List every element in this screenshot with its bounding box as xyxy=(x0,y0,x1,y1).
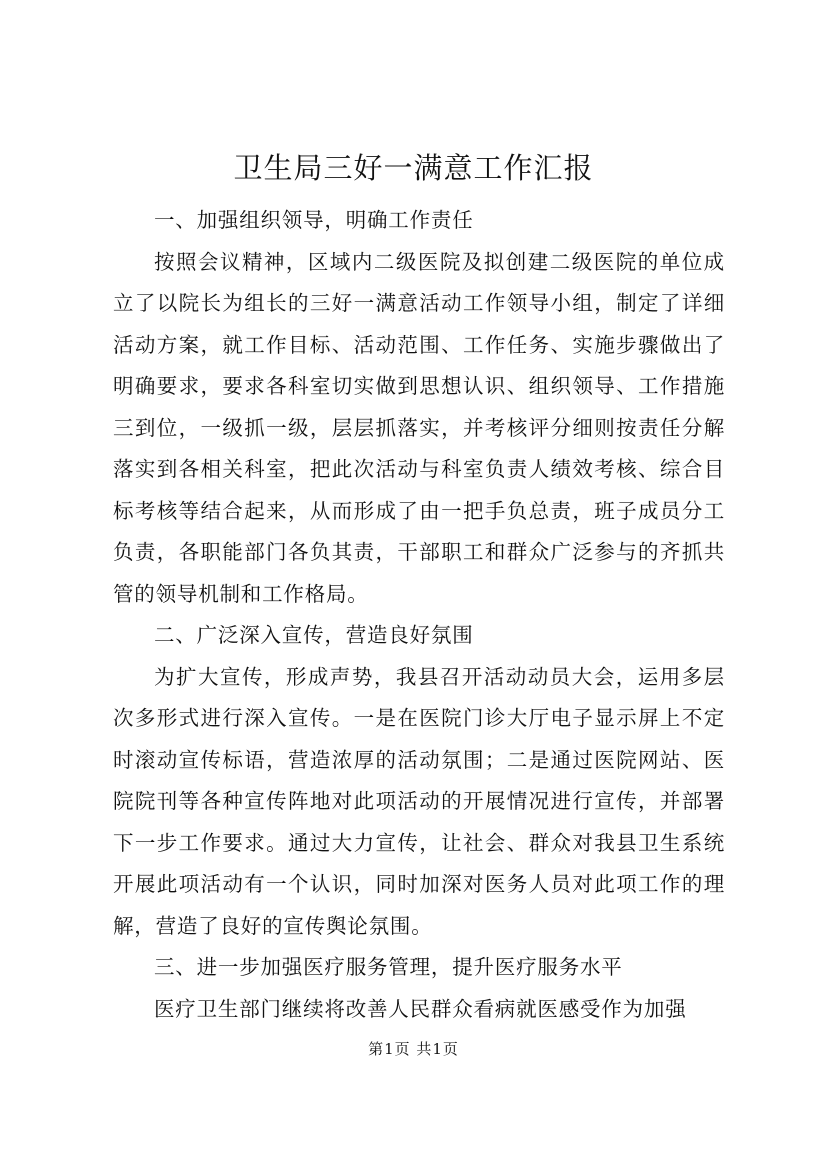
document-title: 卫生局三好一满意工作汇报 xyxy=(233,151,594,185)
section-paragraph-2: 为扩大宣传，形成声势，我县召开活动动员大会，运用多层次多形式进行深入宣传。一是在医院门诊大厅电子显示屏上不定时滚动宣传标语，营造浓厚的活动氛围；二是通过医院网站、医院院刊等各种宣传阵地对此项活动的开展情况进行宣传，并部署下一步工作要求。通过大力宣传，让社会、群众对我县卫生系统开展此项活动有一个认识，同时加深对医务人员对此项工作的理解，营造了良好的宣传舆论氛围。 xyxy=(113,664,725,938)
section-paragraph-1: 按照会议精神，区域内二级医院及拟创建二级医院的单位成立了以院长为组长的三好一满意活动工作领导小组，制定了详细活动方案，就工作目标、活动范围、工作任务、实施步骤做出了明确要求，要求各科室切实做到思想认识、组织领导、工作措施三到位，一级抓一级，层层抓落实，并考核评分细则按责任分解落实到各相关科室，把此次活动与科室负责人绩效考核、综合目标考核等结合起来，从而形成了由一把手负总责，班子成员分工负责，各职能部门各负其责，干部职工和群众广泛参与的齐抓共管的领导机制和工作格局。 xyxy=(113,249,725,606)
document-body xyxy=(113,200,725,1030)
section-heading-2: 二、广泛深入宣传，营造良好氛围 xyxy=(154,623,474,647)
section-paragraph-3: 医疗卫生部门继续将改善人民群众看病就医感受作为加强 xyxy=(154,996,687,1021)
section-heading-3: 三、进一步加强医疗服务管理，提升医疗服务水平 xyxy=(154,955,623,979)
section-heading-1: 一、加强组织领导，明确工作责任 xyxy=(154,208,474,232)
page-number-footer: 第1页 共1页 xyxy=(368,1040,459,1058)
